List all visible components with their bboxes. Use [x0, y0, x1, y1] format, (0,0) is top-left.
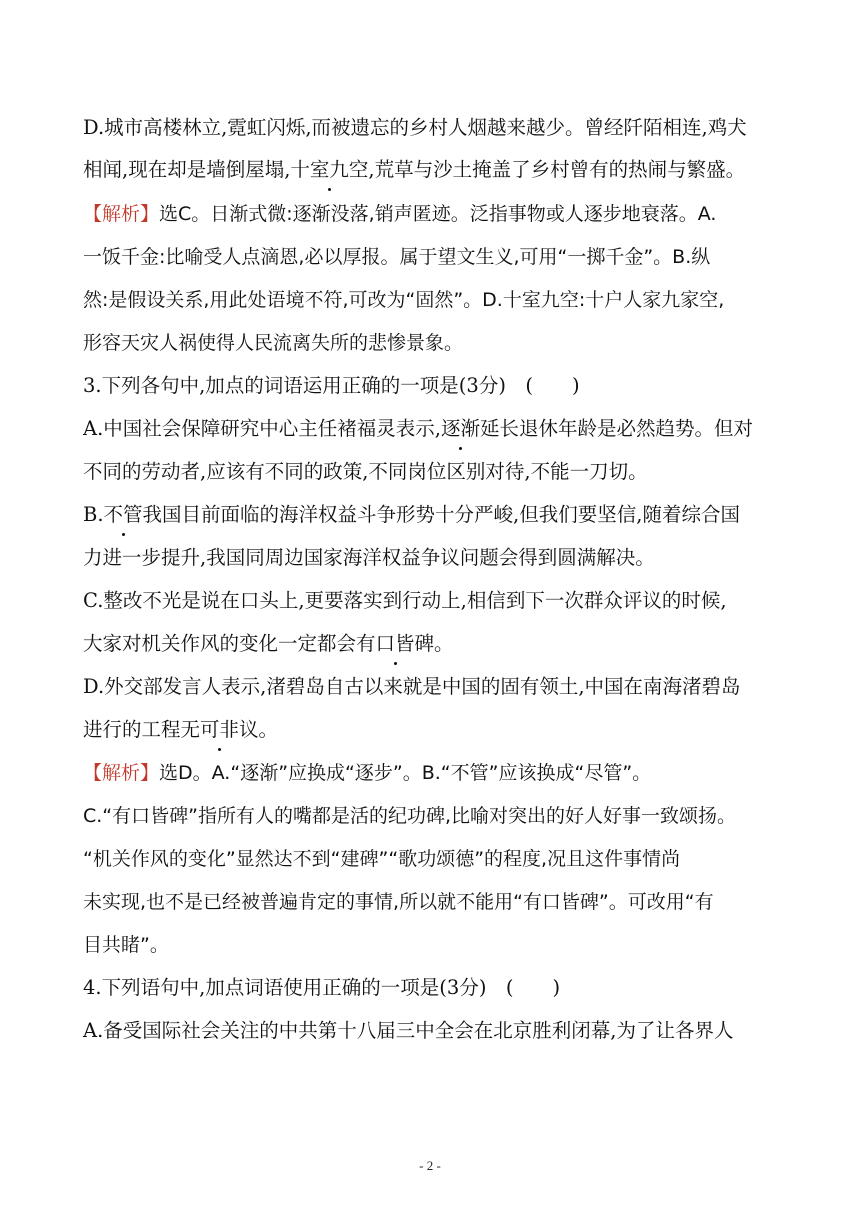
dotted-term: 有口皆碑 — [356, 630, 434, 658]
text-run: 选D。A.“逐渐”应换成“逐步”。B.“不管”应该换成“尽管”。 — [159, 762, 652, 784]
q3-option-a-line-1 — [83, 415, 783, 443]
option-d-line-1 — [83, 114, 783, 142]
text-run: B. — [83, 503, 104, 526]
analysis-1-line-3 — [83, 286, 783, 314]
text-run: D.外交部发言人表示,渚碧岛自古以来就是中国的固有领土,中国在南海渚碧岛 — [83, 675, 741, 698]
text-run: 我国目前面临的海洋权益斗争形势十分严峻,但我们要坚信,随着综合国 — [142, 503, 740, 526]
emphasized-term — [290, 156, 368, 184]
analysis-1-line-2 — [83, 243, 783, 271]
text-run: 未实现,也不是已经被普遍肯定的事情,所以就不能用“有口皆碑”。可改用“有 — [83, 891, 714, 913]
text-run: C.整改不光是说在口头上,更要落实到行动上,相信到下一次群众评议的时候, — [83, 589, 727, 612]
analysis-2-line-1 — [83, 759, 783, 787]
q3-option-d-line-1 — [83, 673, 783, 701]
q3-option-d-line-2 — [83, 716, 783, 744]
q3-option-c-line-1 — [83, 587, 783, 615]
text-run: 然:是假设关系,用此处语境不符,可改为“固然”。D.十室九空:十户人家九家空, — [83, 289, 725, 311]
analysis-1-line-4 — [83, 329, 783, 357]
text-run: 。 — [258, 718, 279, 741]
q4-option-a-line-1 — [83, 1017, 783, 1045]
analysis-label: 【解析】 — [83, 762, 160, 784]
q3-option-b-line-1 — [83, 501, 783, 529]
analysis-label: 【解析】 — [83, 203, 160, 225]
text-run: A.中国社会保障研究中心主任褚福灵表示, — [83, 417, 441, 440]
text-run: 3.下列各句中,加点的词语运用正确的一项是(3分) ( ) — [83, 374, 580, 397]
dotted-term: 十室九空 — [290, 156, 368, 184]
text-run: “机关作风的变化”显然达不到“建碑”“歌功颂德”的程度,况且这件事情尚 — [83, 848, 681, 870]
text-run: 进行的工程 — [83, 718, 181, 741]
dotted-term: 无可非议 — [181, 716, 259, 744]
text-run: 。 — [434, 632, 454, 655]
text-run: 目共睹”。 — [83, 934, 169, 956]
text-run: 不同的劳动者,应该有不同的政策,不同岗位区别对待,不能一刀切。 — [83, 460, 648, 483]
text-run: D.城市高楼林立,霓虹闪烁,而被遗忘的乡村人烟越来越少。曾经阡陌相连,鸡犬 — [83, 116, 747, 139]
text-run: 延长退休年龄是必然趋势。但对 — [480, 417, 754, 440]
question-4-stem — [83, 974, 783, 1002]
q3-option-a-line-2 — [83, 458, 783, 486]
analysis-2-line-3 — [83, 845, 783, 873]
option-d-line-2 — [83, 156, 783, 184]
text-run: 4.下列语句中,加点词语使用正确的一项是(3分) ( ) — [83, 976, 561, 999]
text-run: 形容天灾人祸使得人民流离失所的悲惨景象。 — [83, 332, 464, 354]
text-run: 力进一步提升,我国同周边国家海洋权益争议问题会得到圆满解决。 — [83, 546, 655, 569]
dotted-term: 不管 — [104, 501, 143, 529]
q3-option-c-line-2 — [83, 630, 783, 658]
text-run: 一饭千金:比喻受人点滴恩,必以厚报。属于望文生义,可用“一掷千金”。B.纵 — [83, 246, 711, 268]
q3-option-b-line-2 — [83, 544, 783, 572]
text-run: C.“有口皆碑”指所有人的嘴都是活的纪功碑,比喻对突出的好人好事一致颂扬。 — [83, 805, 737, 827]
text-run: 选C。日渐式微:逐渐没落,销声匿迹。泛指事物或人逐步地衰落。A. — [159, 203, 717, 225]
analysis-2-line-5 — [83, 931, 783, 959]
analysis-2-line-4 — [83, 888, 783, 916]
dotted-term: 逐渐 — [441, 415, 480, 443]
question-3-stem — [83, 372, 783, 400]
analysis-2-line-2 — [83, 802, 783, 830]
text-run: 相闻,现在却是墙倒屋塌, — [83, 158, 291, 181]
page-number: - 2 - — [419, 1158, 441, 1173]
analysis-1-line-1 — [83, 200, 783, 228]
text-run: A.备受国际社会关注的中共第十八届三中全会在北京胜利闭幕,为了让各界人 — [83, 1019, 734, 1042]
text-run: ,荒草与沙土掩盖了乡村曾有的热闹与繁盛。 — [368, 158, 746, 181]
text-run: 大家对机关作风的变化一定都会 — [83, 632, 357, 655]
